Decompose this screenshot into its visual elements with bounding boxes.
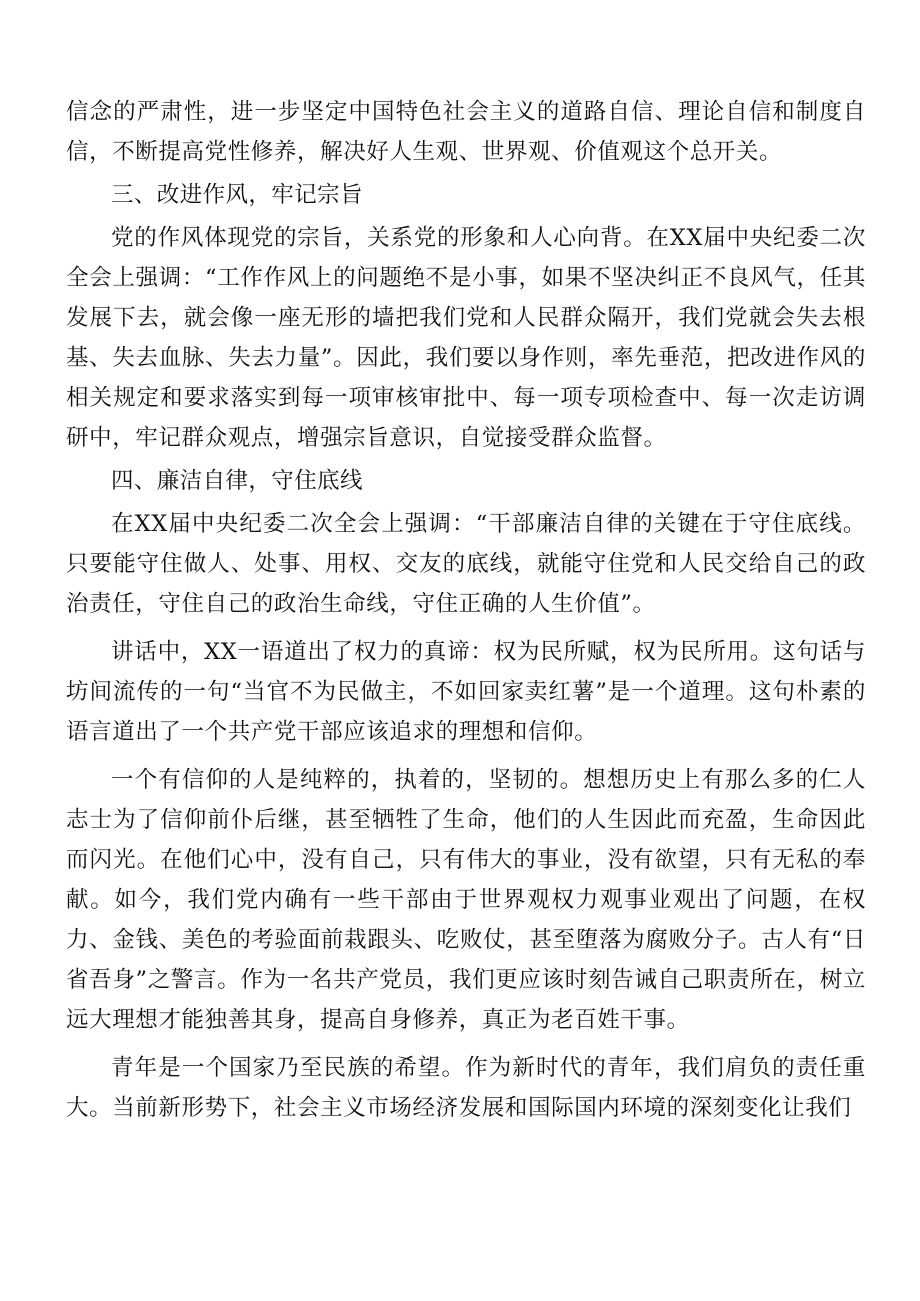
paragraph-continuation: 信念的严肃性，进一步坚定中国特色社会主义的道路自信、理论自信和制度自信，不断提高党性修养，解决好人生观、世界观、价值观这个总开关。 xyxy=(66,99,866,165)
document-page xyxy=(66,92,866,1128)
paragraph-faith: 一个有信仰的人是纯粹的，执着的，坚韧的。想想历史上有那么多的仁人志士为了信仰前仆后继，甚至牺牲了生命，他们的人生因此而充盈，生命因此而闪光。在他们心中，没有自己，只有伟大的事业，没有欲望，只有无私的奉献。如今，我们党内确有一些干部由于世界观权力观事业观出了问题，在权力、金钱、美色的考验面前栽跟头、吃败仗，甚至堕落为腐败分子。古人有“日省吾身”之警言。作为一名共产党员，我们更应该时刻告诫自己职责所在，树立远大理想才能独善其身，提高自身修养，真正为老百姓干事。 xyxy=(66,767,866,1033)
paragraph-self-discipline: 在XX届中央纪委二次全会上强调：“干部廉洁自律的关键在于守住底线。只要能守住做人、处事、用权、交友的底线，就能守住党和人民交给自己的政治责任，守住自己的政治生命线，守住正确的人生价值”。 xyxy=(66,511,866,617)
section-heading-4: 四、廉洁自律，守住底线 xyxy=(111,468,363,494)
paragraph-power-truth: 讲话中，XX一语道出了权力的真谛：权为民所赋，权为民所用。这句话与坊间流传的一句“当官不为民做主，不如回家卖红薯”是一个道理。这句朴素的语言道出了一个共产党干部应该追求的理想和信仰。 xyxy=(66,639,866,745)
paragraph-style-purpose: 党的作风体现党的宗旨，关系党的形象和人心向背。在XX届中央纪委二次全会上强调：“工作作风上的问题绝不是小事，如果不坚决纠正不良风气，任其发展下去，就会像一座无形的墙把我们党和人民群众隔开，我们党就会失去根基、失去血脉、失去力量”。因此，我们要以身作则，率先垂范，把改进作风的相关规定和要求落实到每一项审核审批中、每一项专项检查中、每一次走访调研中，牢记群众观点，增强宗旨意识，自觉接受群众监督。 xyxy=(66,225,866,451)
paragraph-youth: 青年是一个国家乃至民族的希望。作为新时代的青年，我们肩负的责任重大。当前新形势下，社会主义市场经济发展和国际国内环境的深刻变化让我们 xyxy=(66,1055,866,1121)
section-heading-3: 三、改进作风，牢记宗旨 xyxy=(111,182,363,208)
